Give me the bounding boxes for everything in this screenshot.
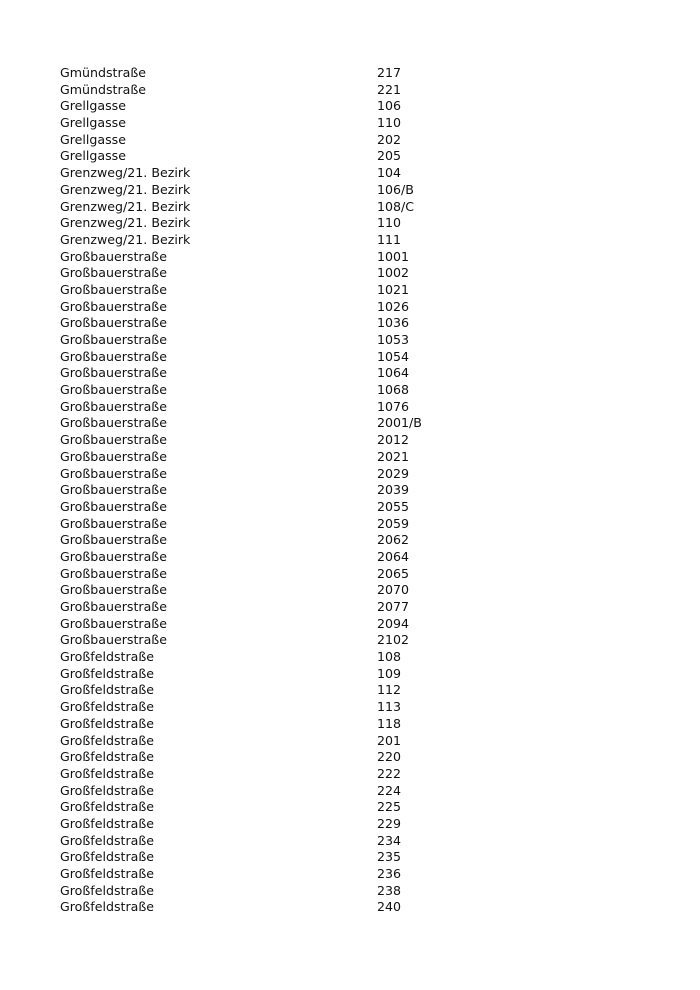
house-number: 108 [377,649,402,665]
street-name: Großbauerstraße [60,281,167,297]
house-number: 1064 [377,365,410,381]
list-item [60,599,660,616]
house-number: 2039 [377,482,410,498]
house-number: 238 [377,882,402,898]
house-number: 2029 [377,465,410,481]
house-number: 110 [377,115,402,131]
street-name: Großbauerstraße [60,565,167,581]
list-item [60,482,660,499]
house-number: 225 [377,799,402,815]
street-name: Großbauerstraße [60,432,167,448]
list-item [60,749,660,766]
street-name: Großbauerstraße [60,615,167,631]
house-number: 1076 [377,398,410,414]
street-name: Grenzweg/21. Bezirk [60,215,191,231]
street-name: Gmündstraße [60,65,147,80]
house-number: 236 [377,866,402,881]
list-item [60,382,660,399]
list-item [60,549,660,566]
street-name: Großbauerstraße [60,482,167,498]
street-name: Grellgasse [60,131,126,147]
house-number: 240 [377,899,402,915]
street-name: Großfeldstraße [60,882,155,898]
list-item [60,716,660,733]
street-name: Großbauerstraße [60,348,167,364]
list-item [60,682,660,699]
list-item [60,199,660,216]
house-number: 2065 [377,565,410,581]
list-item [60,516,660,533]
house-number: 217 [377,65,402,80]
list-item [60,282,660,299]
house-number: 113 [377,699,402,715]
list-item [60,632,660,649]
street-name: Großbauerstraße [60,498,167,514]
list-item [60,65,660,82]
street-name: Grenzweg/21. Bezirk [60,198,191,214]
street-name: Großbauerstraße [60,582,167,598]
street-name: Großbauerstraße [60,465,167,481]
list-item [60,466,660,483]
list-item [60,833,660,850]
house-number: 224 [377,782,402,798]
list-item [60,215,660,232]
street-name: Großbauerstraße [60,298,167,314]
address-list [60,65,660,916]
list-item [60,115,660,132]
house-number: 109 [377,665,402,681]
house-number: 2064 [377,548,410,564]
house-number: 205 [377,148,402,164]
list-item [60,182,660,199]
house-number: 2012 [377,432,410,448]
street-name: Grellgasse [60,115,126,131]
list-item [60,98,660,115]
street-name: Großbauerstraße [60,548,167,564]
house-number: 1021 [377,281,410,297]
street-name: Grellgasse [60,98,126,114]
list-item [60,499,660,516]
house-number: 2077 [377,599,410,614]
list-item [60,249,660,266]
list-item [60,733,660,750]
street-name: Großbauerstraße [60,382,167,398]
street-name: Gmündstraße [60,81,147,97]
house-number: 2070 [377,582,410,598]
street-name: Großbauerstraße [60,448,167,464]
list-item [60,799,660,816]
house-number: 2062 [377,532,410,548]
house-number: 2094 [377,615,410,631]
house-number: 2059 [377,515,410,531]
house-number: 220 [377,749,402,765]
list-item [60,165,660,182]
house-number: 1068 [377,382,410,398]
house-number: 118 [377,715,402,731]
house-number: 222 [377,765,402,781]
house-number: 108/C [377,198,415,214]
house-number: 1002 [377,265,410,281]
house-number: 202 [377,131,402,147]
list-item [60,816,660,833]
list-item [60,432,660,449]
street-name: Großfeldstraße [60,832,155,848]
list-item [60,132,660,149]
list-item [60,449,660,466]
list-item [60,399,660,416]
street-name: Großfeldstraße [60,899,155,915]
house-number: 1001 [377,248,410,264]
street-name: Großbauerstraße [60,365,167,381]
house-number: 112 [377,682,402,698]
street-name: Großfeldstraße [60,815,155,831]
house-number: 2055 [377,498,410,514]
street-name: Großbauerstraße [60,599,167,614]
list-item [60,332,660,349]
street-name: Grenzweg/21. Bezirk [60,181,191,197]
house-number: 234 [377,832,402,848]
list-item [60,899,660,916]
list-item [60,265,660,282]
house-number: 1026 [377,298,410,314]
street-name: Grenzweg/21. Bezirk [60,231,191,247]
house-number: 1053 [377,332,410,347]
list-item [60,849,660,866]
street-name: Großfeldstraße [60,849,155,865]
house-number: 110 [377,215,402,231]
list-item [60,766,660,783]
list-item [60,315,660,332]
street-name: Großbauerstraße [60,315,167,331]
street-name: Großbauerstraße [60,398,167,414]
list-item [60,532,660,549]
street-name: Großfeldstraße [60,715,155,731]
street-name: Großbauerstraße [60,515,167,531]
list-item [60,582,660,599]
house-number: 229 [377,815,402,831]
list-item [60,299,660,316]
list-item [60,666,660,683]
list-item [60,866,660,883]
street-name: Großfeldstraße [60,665,155,681]
street-name: Großfeldstraße [60,649,155,665]
house-number: 104 [377,165,402,181]
street-name: Großbauerstraße [60,415,167,431]
list-item [60,783,660,800]
street-name: Großfeldstraße [60,699,155,715]
street-name: Grellgasse [60,148,126,164]
house-number: 106/B [377,181,414,197]
house-number: 1036 [377,315,410,331]
house-number: 1054 [377,348,410,364]
street-name: Großbauerstraße [60,532,167,548]
list-item [60,232,660,249]
house-number: 235 [377,849,402,865]
street-name: Großbauerstraße [60,248,167,264]
street-name: Großfeldstraße [60,799,155,815]
house-number: 2001/B [377,415,422,431]
house-number: 106 [377,98,402,114]
house-number: 201 [377,732,402,748]
list-item [60,616,660,633]
list-item [60,649,660,666]
street-name: Großfeldstraße [60,866,155,881]
list-item [60,699,660,716]
house-number: 2102 [377,632,410,648]
list-item [60,349,660,366]
house-number: 111 [377,231,402,247]
list-item [60,365,660,382]
street-name: Großfeldstraße [60,782,155,798]
list-item [60,148,660,165]
street-name: Großfeldstraße [60,749,155,765]
street-name: Großbauerstraße [60,632,167,648]
house-number: 221 [377,81,402,97]
street-name: Großbauerstraße [60,265,167,281]
list-item [60,82,660,99]
street-name: Großfeldstraße [60,732,155,748]
list-item [60,415,660,432]
street-name: Großfeldstraße [60,765,155,781]
street-name: Grenzweg/21. Bezirk [60,165,191,181]
house-number: 2021 [377,448,410,464]
list-item [60,883,660,900]
street-name: Großbauerstraße [60,332,167,347]
list-item [60,566,660,583]
street-name: Großfeldstraße [60,682,155,698]
